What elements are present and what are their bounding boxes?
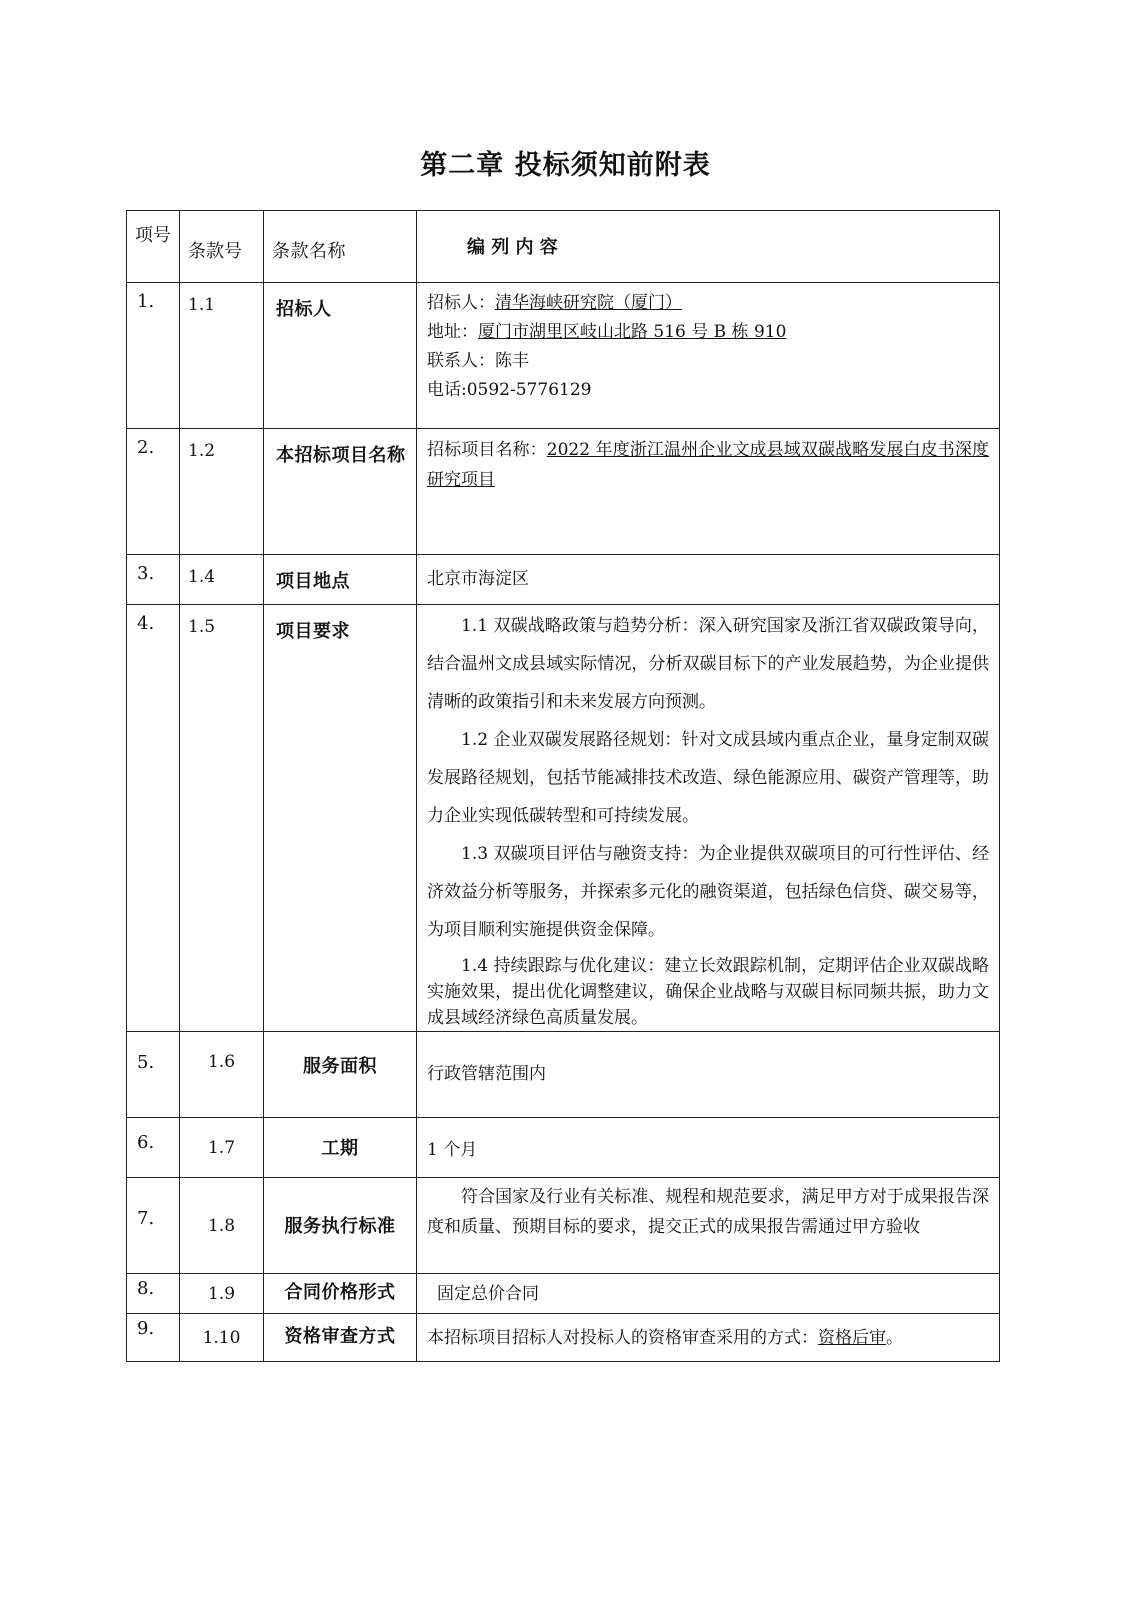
table-row xyxy=(127,1274,1000,1314)
requirement-paragraph: 1.1 双碳战略政策与趋势分析：深入研究国家及浙江省双碳政策导向，结合温州文成县域实际情况，分析双碳目标下的产业发展趋势，为企业提供清晰的政策指引和未来发展方向预测。 xyxy=(427,616,989,712)
page-title: 第二章 投标须知前附表 xyxy=(420,150,711,181)
row-content: 本招标项目招标人对投标人的资格审查采用的方式：资格后审。 xyxy=(417,1314,1000,1362)
requirement-paragraph: 1.2 企业双碳发展路径规划：针对文成县域内重点企业，量身定制双碳发展路径规划，包括节能减排技术改造、绿色能源应用、碳资产管理等，助力企业实现低碳转型和可持续发展。 xyxy=(427,730,989,826)
row-name: 项目地点 xyxy=(264,555,417,605)
row-content: 招标项目名称：2022 年度浙江温州企业文成县域双碳战略发展白皮书深度研究项目 xyxy=(417,429,1000,555)
row-index: 6. xyxy=(127,1118,180,1178)
row-content: 行政管辖范围内 xyxy=(417,1032,1000,1118)
row-name: 服务面积 xyxy=(264,1032,417,1118)
row-index: 1. xyxy=(127,283,180,429)
row-index: 2. xyxy=(127,429,180,555)
row-code: 1.7 xyxy=(180,1118,264,1178)
row-name: 本招标项目名称 xyxy=(264,429,417,555)
row-code: 1.1 xyxy=(180,283,264,429)
tenderer-line: 招标人：清华海峡研究院（厦门） xyxy=(427,293,682,313)
row-index: 5. xyxy=(127,1032,180,1118)
row-code: 1.8 xyxy=(180,1178,264,1274)
header-content: 编 列 内 容 xyxy=(417,211,1000,283)
row-name: 项目要求 xyxy=(264,605,417,1032)
phone-line: 电话:0592-5776129 xyxy=(427,380,592,400)
table-row xyxy=(127,429,1000,555)
table-row xyxy=(127,1032,1000,1118)
row-index: 7. xyxy=(127,1178,180,1274)
row-name: 合同价格形式 xyxy=(264,1274,417,1314)
row-code: 1.10 xyxy=(180,1314,264,1362)
row-index: 3. xyxy=(127,555,180,605)
row-code: 1.2 xyxy=(180,429,264,555)
header-code: 条款号 xyxy=(180,211,264,283)
row-code: 1.5 xyxy=(180,605,264,1032)
row-code: 1.4 xyxy=(180,555,264,605)
row-index: 8. xyxy=(127,1274,180,1314)
header-name: 条款名称 xyxy=(264,211,417,283)
table-row xyxy=(127,555,1000,605)
row-code: 1.9 xyxy=(180,1274,264,1314)
table-header-row xyxy=(127,211,1000,283)
table-row xyxy=(127,1118,1000,1178)
contact-line: 联系人：陈丰 xyxy=(427,351,529,371)
table-row xyxy=(127,1178,1000,1274)
row-content xyxy=(417,605,1000,1032)
row-name: 资格审查方式 xyxy=(264,1314,417,1362)
row-content xyxy=(417,283,1000,429)
row-index: 4. xyxy=(127,605,180,1032)
row-code: 1.6 xyxy=(180,1032,264,1118)
row-name: 服务执行标准 xyxy=(264,1178,417,1274)
row-name: 招标人 xyxy=(264,283,417,429)
requirement-paragraph: 1.4 持续跟踪与优化建议：建立长效跟踪机制，定期评估企业双碳战略实施效果，提出优化调整建议，确保企业战略与双碳目标同频共振，助力文成县域经济绿色高质量发展。 xyxy=(427,956,989,1028)
table-row xyxy=(127,1314,1000,1362)
bid-info-table xyxy=(126,210,1000,1362)
row-name: 工期 xyxy=(264,1118,417,1178)
requirement-paragraph: 1.3 双碳项目评估与融资支持：为企业提供双碳项目的可行性评估、经济效益分析等服务，并探索多元化的融资渠道，包括绿色信贷、碳交易等，为项目顺利实施提供资金保障。 xyxy=(427,844,989,940)
table-row xyxy=(127,283,1000,429)
row-content: 符合国家及行业有关标准、规程和规范要求，满足甲方对于成果报告深度和质量、预期目标的要求，提交正式的成果报告需通过甲方验收 xyxy=(417,1178,1000,1274)
row-content: 北京市海淀区 xyxy=(417,555,1000,605)
header-index: 项号 xyxy=(127,211,180,283)
row-content: 固定总价合同 xyxy=(417,1274,1000,1314)
table-row xyxy=(127,605,1000,1032)
address-line: 地址：厦门市湖里区岐山北路 516 号 B 栋 910 xyxy=(427,322,787,342)
row-index: 9. xyxy=(127,1314,180,1362)
row-content: 1 个月 xyxy=(417,1118,1000,1178)
